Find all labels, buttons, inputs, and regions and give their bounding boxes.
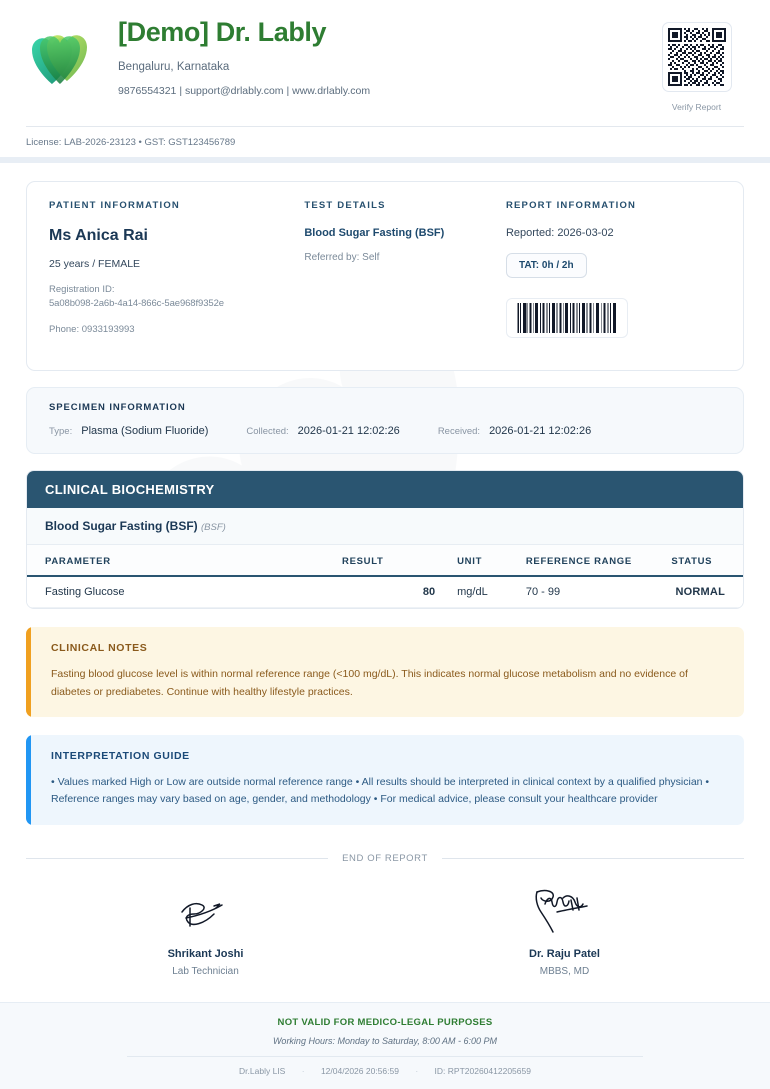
specimen-received-label: Received:	[437, 426, 481, 438]
cell-reference-range: 70 - 99	[514, 576, 672, 608]
signature-role-technician: Lab Technician	[172, 965, 239, 977]
report-header	[0, 0, 770, 112]
footer-warning: NOT VALID FOR MEDICO-LEGAL PURPOSES	[277, 1017, 493, 1028]
brand-block	[106, 18, 649, 97]
verify-report-label: Verify Report	[671, 102, 722, 112]
footer-working-hours: Working Hours: Monday to Saturday, 8:00 AM - 6:00 PM	[272, 1036, 498, 1046]
patient-information-section	[49, 200, 304, 348]
specimen-type-value: Plasma (Sodium Fluoride)	[81, 425, 209, 438]
interpretation-guide-title: INTERPRETATION GUIDE	[51, 749, 190, 762]
panel-name: Blood Sugar Fasting (BSF)	[45, 519, 198, 534]
qr-code-icon[interactable]	[662, 22, 732, 92]
lab-contact: 9876554321 | support@drlably.com | www.drlably.com	[118, 84, 371, 97]
clinical-notes-block	[26, 627, 744, 717]
divider-line-left	[26, 858, 328, 859]
lab-logo	[26, 18, 106, 95]
clinical-notes-body	[31, 627, 744, 717]
accent-band	[0, 157, 770, 163]
signature-name-doctor: Dr. Raju Patel	[529, 947, 600, 960]
interpretation-guide-body	[31, 735, 744, 825]
column-header-status: STATUS	[671, 545, 743, 576]
interpretation-guide-block	[26, 735, 744, 825]
reported-date: Reported: 2026-03-02	[505, 227, 614, 239]
report-section-title: REPORT INFORMATION	[505, 200, 637, 211]
patient-phone: Phone: 0933193993	[49, 323, 135, 335]
results-table	[27, 545, 743, 608]
report-footer	[0, 1002, 770, 1089]
signature-role-doctor: MBBS, MD	[539, 965, 590, 977]
end-of-report-label: END OF REPORT	[342, 852, 428, 864]
specimen-received-value: 2026-01-21 12:02:26	[489, 425, 592, 438]
specimen-information-card	[26, 387, 744, 454]
signature-block-technician	[26, 882, 385, 977]
footer-generated-at: 12/04/2026 20:56:59	[320, 1066, 399, 1076]
specimen-collected-label: Collected:	[246, 426, 289, 438]
footer-divider	[127, 1056, 644, 1057]
license-line: License: LAB-2026-23123 • GST: GST123456789	[26, 137, 236, 148]
footer-report-id: ID: RPT20260412205659	[434, 1066, 531, 1076]
column-header-result: RESULT	[342, 545, 435, 576]
results-table-header-row	[27, 545, 743, 576]
info-card	[26, 181, 744, 371]
table-row	[27, 576, 743, 608]
referred-by: Referred by: Self	[304, 252, 380, 263]
divider-line-right	[442, 858, 744, 859]
specimen-row	[49, 425, 721, 437]
specimen-type-label: Type:	[49, 426, 73, 438]
test-section-title: TEST DETAILS	[304, 200, 386, 211]
specimen-collected-value: 2026-01-21 12:02:26	[297, 425, 400, 438]
test-details-section	[304, 200, 506, 348]
verify-block	[649, 18, 744, 112]
footer-separator-1: ·	[301, 1066, 305, 1076]
signature-block-doctor	[385, 882, 744, 977]
results-section	[26, 470, 744, 609]
column-header-reference-range: REFERENCE RANGE	[514, 545, 672, 576]
report-information-section	[506, 200, 721, 348]
test-name: Blood Sugar Fasting (BSF)	[304, 227, 445, 239]
status-badge: NORMAL	[671, 576, 743, 608]
lab-address: Bengaluru, Karnataka	[118, 60, 230, 73]
clinical-notes-title: CLINICAL NOTES	[51, 642, 148, 655]
panel-header	[27, 508, 743, 545]
column-header-unit: UNIT	[435, 545, 514, 576]
signatures-section	[26, 882, 744, 977]
footer-meta	[26, 1066, 744, 1076]
cell-unit: mg/dL	[435, 576, 514, 608]
signature-icon-doctor	[385, 882, 744, 938]
department-header: CLINICAL BIOCHEMISTRY	[27, 471, 743, 508]
cell-result: 80	[342, 576, 435, 608]
cell-parameter: Fasting Glucose	[27, 576, 342, 608]
interpretation-guide-text: • Values marked High or Low are outside normal reference range • All results should be interpreted in clinical context by a qualified physician • Reference ranges may vary based on age, gender, and methodology • For medical advice, please consult your healthcare provider	[51, 775, 710, 806]
patient-name: Ms Anica Rai	[49, 227, 148, 244]
panel-code: (BSF)	[201, 522, 226, 534]
patient-section-title: PATIENT INFORMATION	[49, 200, 180, 211]
patient-registration	[49, 283, 304, 311]
signature-name-technician: Shrikant Joshi	[167, 947, 244, 960]
signature-icon-technician	[26, 882, 385, 938]
column-header-parameter: PARAMETER	[27, 545, 342, 576]
specimen-section-title: SPECIMEN INFORMATION	[49, 402, 186, 414]
tat-badge: TAT: 0h / 2h	[506, 253, 587, 278]
registration-label: Registration ID:	[49, 284, 115, 295]
footer-system: Dr.Lably LIS	[239, 1066, 286, 1076]
clinical-notes-text: Fasting blood glucose level is within normal reference range (<100 mg/dL). This indicates normal glucose metabolism and no evidence of diabetes or prediabetes. Continue with healthy lifestyle practices.	[51, 668, 688, 698]
patient-age-gender: 25 years / FEMALE	[49, 258, 141, 270]
barcode-icon	[506, 298, 628, 338]
lab-name: [Demo] Dr. Lably	[118, 17, 327, 47]
footer-separator-2: ·	[415, 1066, 419, 1076]
end-of-report-divider	[26, 853, 744, 864]
registration-id: 5a08b098-2a6b-4a14-866c-5ae968f9352e	[49, 297, 224, 309]
